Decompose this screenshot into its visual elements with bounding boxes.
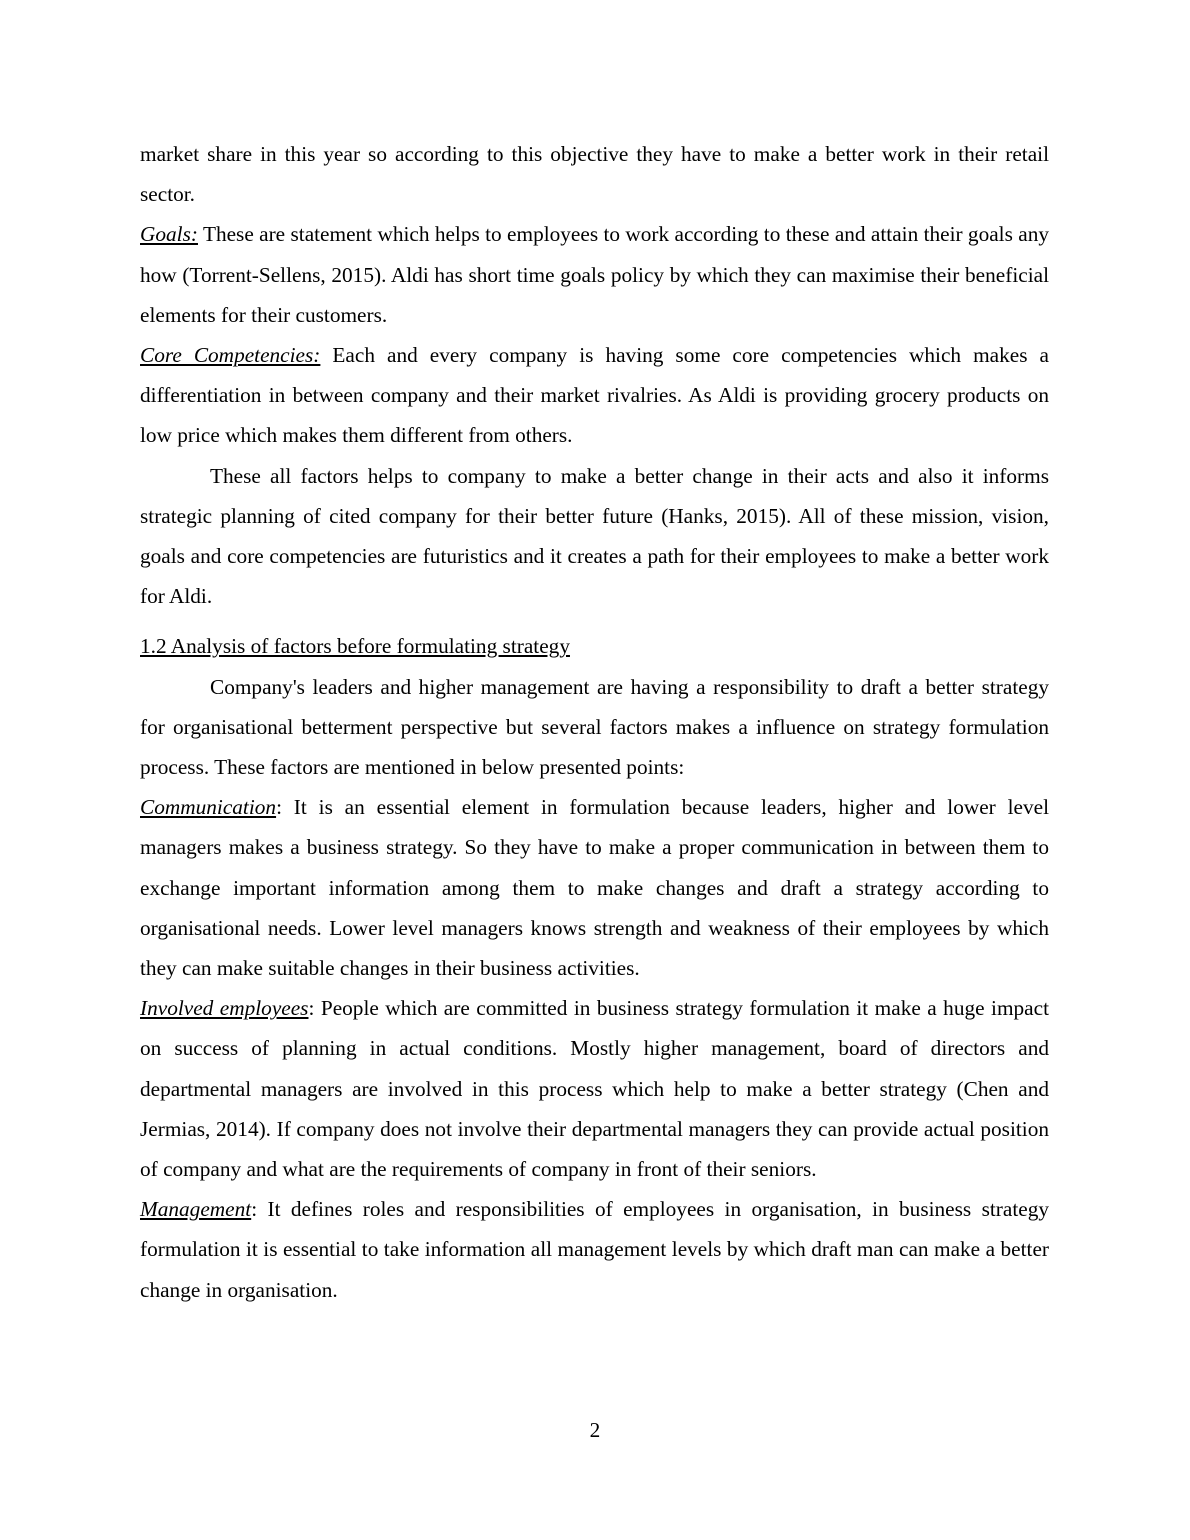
involved-employees-text: : People which are committed in business strategy formulation it make a huge impact on success of planning in actual conditions. Mostly higher management, board of directors and departmental managers are involved in this process which help to make a better strategy (Chen and Jermias, 2014). If company does not involve their departmental managers they can provide actual position of company and what are the requirements of company in front of their seniors. bbox=[140, 996, 1049, 1182]
paragraph-involved-employees bbox=[140, 988, 1049, 1189]
paragraph-goals bbox=[140, 214, 1049, 335]
section-heading: 1.2 Analysis of factors before formulating strategy bbox=[140, 634, 570, 659]
page-number: 2 bbox=[589, 1418, 601, 1442]
paragraph-core-competencies bbox=[140, 335, 1049, 456]
paragraph-communication bbox=[140, 787, 1049, 988]
involved-employees-term: Involved employees bbox=[140, 996, 309, 1021]
document-page bbox=[140, 134, 1049, 1310]
communication-text: : It is an essential element in formulation because leaders, higher and lower level managers makes a business strategy. So they have to make a proper communication in between them to exchange important information among them to make changes and draft a strategy according to organisational needs. Lower level managers knows strength and weakness of their employees by which they can make suitable changes in their business activities. bbox=[140, 795, 1049, 981]
paragraph-management bbox=[140, 1189, 1049, 1310]
goals-term: Goals: bbox=[140, 222, 198, 247]
management-text: : It defines roles and responsibilities of employees in organisation, in business strategy formulation it is essential to take information all management levels by which draft man can make a better change in organisation. bbox=[140, 1197, 1049, 1302]
core-competencies-text: Each and every company is having some core competencies which makes a differentiation in between company and their market rivalries. As Aldi is providing grocery products on low price which makes them different from others. bbox=[140, 343, 1049, 448]
paragraph-intro-continuation: market share in this year so according to this objective they have to make a better work in their retail sector. bbox=[140, 142, 1049, 207]
management-term: Management bbox=[140, 1197, 252, 1222]
goals-text: These are statement which helps to employees to work according to these and attain their goals any how (Torrent-Sellens, 2015). Aldi has short time goals policy by which they can maximise their beneficial elements for their customers. bbox=[140, 222, 1049, 327]
paragraph-section-intro: Company's leaders and higher management are having a responsibility to draft a better strategy for organisational betterment perspective but several factors makes a influence on strategy formulation process. These factors are mentioned in below presented points: bbox=[140, 674, 1049, 780]
communication-term: Communication bbox=[140, 795, 277, 820]
core-competencies-term: Core Competencies: bbox=[140, 343, 321, 368]
paragraph-summary: These all factors helps to company to make a better change in their acts and also it informs strategic planning of cited company for their better future (Hanks, 2015). All of these mission, vision, goals and core competencies are futuristics and it creates a path for their employees to make a better work for Aldi. bbox=[140, 463, 1049, 609]
